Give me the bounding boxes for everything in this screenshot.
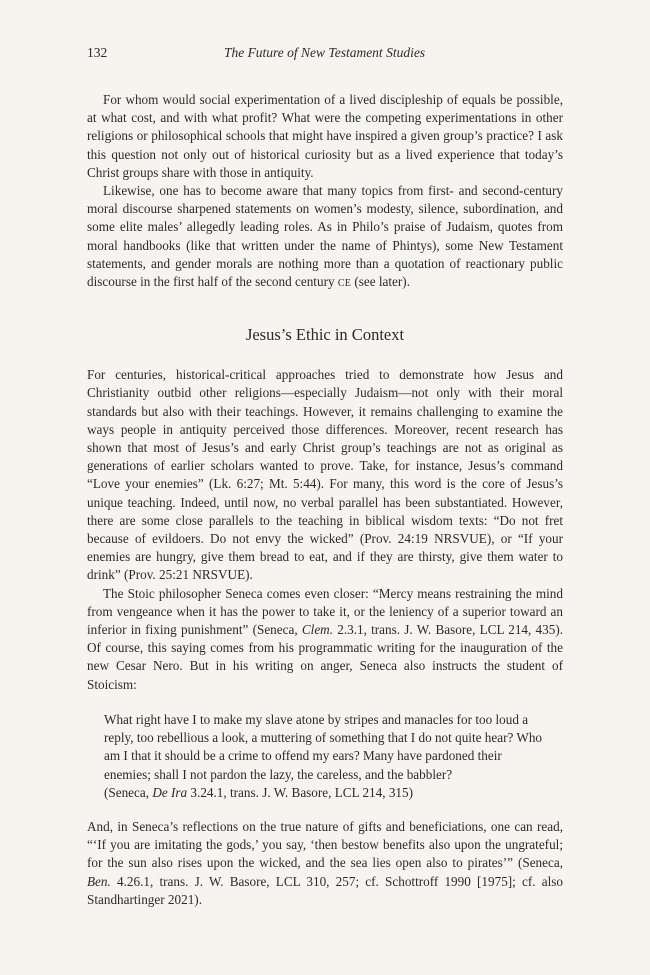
paragraph-5-b: 4.26.1, trans. J. W. Basore, LCL 310, 257; cf. Schottroff 1990 [1975]; cf. also Standhartinger 2021). xyxy=(87,873,564,907)
paragraph-4-work: Clem. xyxy=(301,622,333,638)
page-body xyxy=(87,91,563,909)
paragraph-4-b: 2.3.1, trans. J. W. Basore, LCL 214, 435). Of course, this saying comes from his programmatic writing for the inauguration of the new Cesar Nero. But in his writing on anger, Seneca also instructs the student of Stoicism: xyxy=(87,622,564,692)
era-abbreviation: CE xyxy=(337,278,352,290)
paragraph-2-text: Likewise, one has to become aware that many topics from first- and second-century moral discourse sharpened statements on women’s modesty, silence, subordination, and some elite males’ allegedly leading roles. As in Philo’s praise of Judaism, quotes from moral handbooks (like that written under the name of Phintys), some New Testament statements, and gender morals are nothing more than a quotation of reactionary public discourse in the first half of the second century xyxy=(87,183,563,290)
citation-reference: 3.24.1, trans. J. W. Basore, LCL 214, 315) xyxy=(190,784,414,800)
section-heading: Jesus’s Ethic in Context xyxy=(245,325,405,345)
running-title: The Future of New Testament Studies xyxy=(223,45,426,60)
page-number: 132 xyxy=(87,45,108,60)
paragraph-5-work: Ben. xyxy=(87,873,111,889)
paragraph-3: For centuries, historical-critical approaches tried to demonstrate how Jesus and Christianity outbid other religions—especially Judaism—not only with their moral standards but also with their teachings. However, it remains challenging to examine the ways people in antiquity perceived those differences. Moreover, recent research has shown that most of Jesus’s and early Christ group’s teachings are not as original as generations of earlier scholars wanted to prove. Take, for instance, Jesus’s command “Love your enemies” (Lk. 6:27; Mt. 5:44). For many, this word is the core of Jesus’s unique teaching. Indeed, until now, no verbal parallel has been substantiated. However, there are some close parallels to the teaching in biblical wisdom texts: “Do not fret because of evildoers. Do not envy the wicked” (Prov. 24:19 NRSVUE), or “If your enemies are hungry, give them bread to eat, and if they are thirsty, give them water to drink” (Prov. 25:21 NRSVUE). xyxy=(87,367,563,583)
paragraph-1: For whom would social experimentation of a lived discipleship of equals be possible, at what cost, and with what profit? What were the competing experimentations in other religions or philosophical schools that might have inspired a given group’s practice? I ask this question not only out of historical curiosity but as a lived experience that today’s Christ groups share with those in antiquity. xyxy=(87,92,563,180)
paragraph-5-a: And, in Seneca’s reflections on the true nature of gifts and beneficiations, one can read, “‘If you are imitating the gods,’ you say, ‘then bestow benefits also upon the ungrateful; for the sun also rises upon the wicked, and the sea lies open also to pirates’” (Seneca, xyxy=(87,818,563,871)
page-header xyxy=(87,45,562,65)
paragraph-4-a: The Stoic philosopher Seneca comes even closer: “Mercy means restraining the mind from vengeance when it has the power to take it, or the leniency of a superior toward an inferior in fixing punishment” (Seneca, xyxy=(87,585,563,638)
paragraph-4 xyxy=(87,585,563,694)
block-quote xyxy=(104,711,546,802)
block-quote-citation xyxy=(104,784,546,802)
paragraph-5 xyxy=(87,818,563,909)
citation-work: De Ira xyxy=(152,784,188,800)
paragraph-2 xyxy=(87,182,563,293)
block-quote-text: What right have I to make my slave atone by stripes and manacles for too loud a reply, too rebellious a look, a muttering of something that I do not quite hear? Who am I that it should be a crime to offend my ears? Many have pardoned their enemies; shall I not pardon the lazy, the careless, and the babbler? xyxy=(104,711,543,782)
citation-author: (Seneca, xyxy=(104,784,150,800)
paragraph-2-end: (see later). xyxy=(354,274,410,290)
